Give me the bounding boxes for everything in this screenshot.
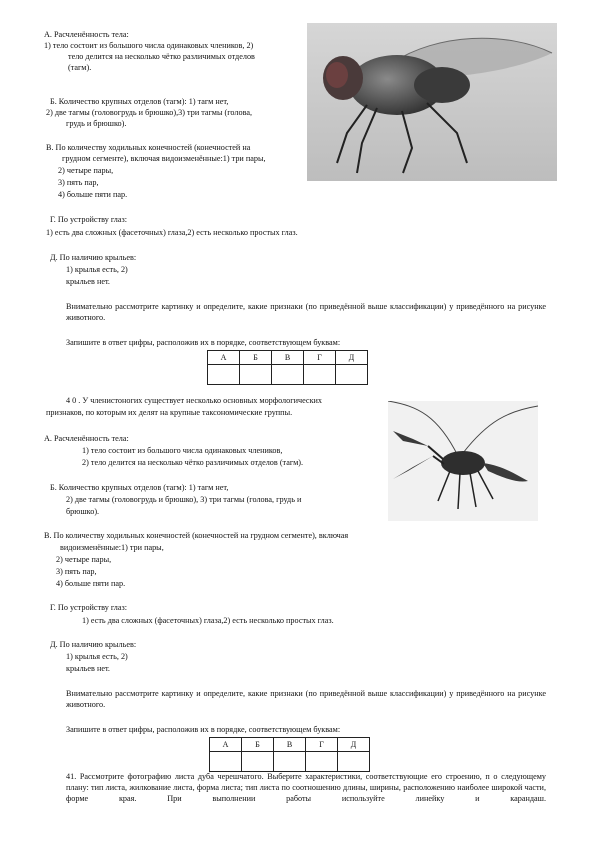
s1-d2: крыльев нет. <box>66 277 110 286</box>
q40-line1: 4 0 . У членистоногих существует несколько основных морфологических <box>66 396 323 405</box>
fly-photo <box>307 23 557 181</box>
s1-b-head: Б. Количество крупных отделов (тагм): 1) тагм нет, <box>50 97 229 106</box>
s2-answer-table <box>209 737 370 772</box>
s1-a1: 1) тело состоит из большого числа одинаковых члеников, 2) <box>44 41 254 50</box>
s1-v2: 2) четыре пары, <box>58 166 114 175</box>
s2-answer-cell[interactable] <box>338 752 370 772</box>
s2-v2: 2) четыре пары, <box>56 555 112 564</box>
s2-v3: 3) пять пар, <box>56 567 97 576</box>
s2-record: Запишите в ответ цифры, расположив их в порядке, соответствующем буквам: <box>66 725 341 734</box>
s2-d-head: Д. По наличию крыльев: <box>50 640 137 649</box>
s2-d2: крыльев нет. <box>66 664 110 673</box>
s1-v3: 3) пять пар, <box>58 178 99 187</box>
s1-b2: 2) две тагмы (головогрудь и брюшко),3) три тагмы (голова, <box>46 108 253 117</box>
s1-v4: 4) больше пяти пар. <box>58 190 128 199</box>
s2-v1: В. По количеству ходильных конечностей (конечностей на грудном сегменте), включая <box>44 531 349 540</box>
s2-a2: 2) тело делится на несколько чётко различимых отделов (тагм). <box>82 458 304 467</box>
s2-d1: 1) крылья есть, 2) <box>66 652 128 661</box>
s1-instruction: Внимательно рассмотрите картинку и определите, какие признаки (по приведённой выше классификации) у приведённого на рисунке животного. <box>66 302 546 322</box>
s1-answer-cell[interactable] <box>240 365 272 385</box>
s2-answer-cell[interactable] <box>242 752 274 772</box>
s2-col-b: Б <box>242 738 274 752</box>
s2-answer-cell[interactable] <box>274 752 306 772</box>
s2-instruction: Внимательно рассмотрите картинку и определите, какие признаки (по приведённой выше классификации) у приведённого на рисунке животного. <box>66 689 546 709</box>
s1-v1: В. По количеству ходильных конечностей (конечностей на <box>46 143 251 152</box>
s1-answer-cell[interactable] <box>208 365 240 385</box>
s2-col-d: Д <box>338 738 370 752</box>
s2-b-head: Б. Количество крупных отделов (тагм): 1) тагм нет, <box>50 483 229 492</box>
s2-g-head: Г. По устройству глаз: <box>50 603 128 612</box>
s2-v1b: видоизменённые:1) три пары, <box>60 543 164 552</box>
s1-record: Запишите в ответ цифры, расположив их в порядке, соответствующем буквам: <box>66 338 341 347</box>
s2-b2b: брюшко). <box>66 507 100 516</box>
s1-a-head: А. Расчленённость тела: <box>44 30 129 39</box>
s2-col-g: Г <box>306 738 338 752</box>
s1-answer-table <box>207 350 368 385</box>
s1-answer-cell[interactable] <box>272 365 304 385</box>
s1-answer-cell[interactable] <box>304 365 336 385</box>
s2-a-head: А. Расчленённость тела: <box>44 434 129 443</box>
s1-col-d: Д <box>336 351 368 365</box>
s2-col-v: В <box>274 738 306 752</box>
q41-text: 41. Рассмотрите фотографию листа дуба черешчатого. Выберите характеристики, соответствующие его строению, п о следующему плану: тип листа, жилкование листа, форма листа; тип листа по соотношению длины, ширины, расположению наиболее широкой части, форме края. При выполнении работы используйте линейку и карандаш. <box>66 772 546 803</box>
q40-line2: признаков, по которым их делят на крупные таксономические группы. <box>46 408 293 417</box>
s1-b2b: грудь и брюшко). <box>66 119 127 128</box>
s1-answer-cell[interactable] <box>336 365 368 385</box>
s1-col-v: В <box>272 351 304 365</box>
s1-d-head: Д. По наличию крыльев: <box>50 253 137 262</box>
crayfish-photo <box>388 401 538 521</box>
s1-col-a: А <box>208 351 240 365</box>
s2-col-a: А <box>210 738 242 752</box>
s1-col-b: Б <box>240 351 272 365</box>
s2-g1: 1) есть два сложных (фасеточных) глаза,2) есть несколько простых глаз. <box>82 616 334 625</box>
s2-answer-cell[interactable] <box>306 752 338 772</box>
s2-b2: 2) две тагмы (головогрудь и брюшко), 3) три тагмы (голова, грудь и <box>66 495 302 504</box>
s1-col-g: Г <box>304 351 336 365</box>
s2-a1: 1) тело состоит из большого числа одинаковых члеников, <box>82 446 283 455</box>
s1-a1c: (тагм). <box>68 63 92 72</box>
s1-a1b: тело делится на несколько чётко различимых отделов <box>68 52 255 61</box>
s1-g1: 1) есть два сложных (фасеточных) глаза,2) есть несколько простых глаз. <box>46 228 298 237</box>
s1-d1: 1) крылья есть, 2) <box>66 265 128 274</box>
s1-v1b: грудном сегменте), включая видоизменённые:1) три пары, <box>62 154 266 163</box>
s1-g-head: Г. По устройству глаз: <box>50 215 128 224</box>
s2-v4: 4) больше пяти пар. <box>56 579 126 588</box>
s2-answer-cell[interactable] <box>210 752 242 772</box>
